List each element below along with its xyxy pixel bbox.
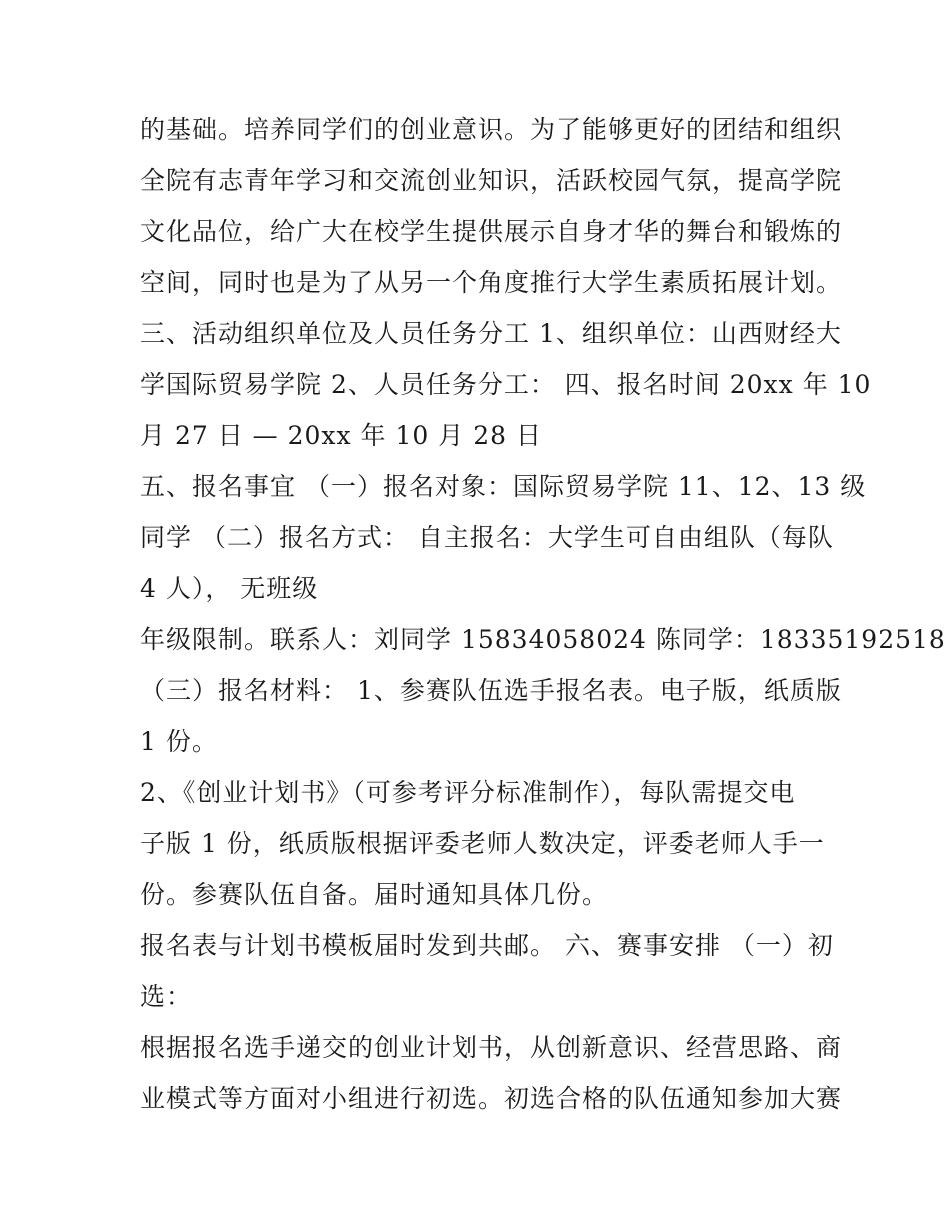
text-line: 五、报名事宜 （一）报名对象：国际贸易学院 11、12、13 级 bbox=[140, 472, 867, 501]
text-line: 全院有志青年学习和交流创业知识，活跃校园气氛，提高学院 bbox=[140, 166, 843, 195]
text-line: 月 27 日 — 20xx 年 10 月 28 日 bbox=[140, 421, 542, 450]
text-line: 三、活动组织单位及人员任务分工 1、组织单位：山西财经大 bbox=[140, 319, 842, 348]
text-line: 同学 （二）报名方式： 自主报名：大学生可自由组队（每队 bbox=[140, 523, 834, 552]
text-line: 1 份。 bbox=[140, 727, 218, 756]
text-line: 空间，同时也是为了从另一个角度推行大学生素质拓展计划。 bbox=[140, 268, 843, 297]
text-line: 文化品位，给广大在校学生提供展示自身才华的舞台和锻炼的 bbox=[140, 217, 843, 246]
text-line: 4 人）， 无班级 bbox=[140, 574, 319, 603]
document-body bbox=[140, 104, 946, 1124]
text-line: 年级限制。联系人：刘同学 15834058024 陈同学：18335192518 bbox=[140, 625, 946, 654]
text-line: 的基础。培养同学们的创业意识。为了能够更好的团结和组织 bbox=[140, 115, 843, 144]
text-line: 业模式等方面对小组进行初选。初选合格的队伍通知参加大赛 bbox=[140, 1084, 843, 1113]
text-line: （三）报名材料： 1、参赛队伍选手报名表。电子版，纸质版 bbox=[140, 676, 842, 705]
text-line: 2、《创业计划书》（可参考评分标准制作），每队需提交电 bbox=[140, 778, 796, 807]
text-line: 报名表与计划书模板届时发到共邮。 六、赛事安排 （一）初 bbox=[140, 931, 834, 960]
text-line: 份。参赛队伍自备。届时通知具体几份。 bbox=[140, 880, 609, 909]
text-line: 根据报名选手递交的创业计划书，从创新意识、经营思路、商 bbox=[140, 1033, 843, 1062]
text-line: 选： bbox=[140, 982, 193, 1011]
text-line: 学国际贸易学院 2、人员任务分工： 四、报名时间 20xx 年 10 bbox=[140, 370, 872, 399]
text-line: 子版 1 份，纸质版根据评委老师人数决定，评委老师人手一 bbox=[140, 829, 825, 858]
